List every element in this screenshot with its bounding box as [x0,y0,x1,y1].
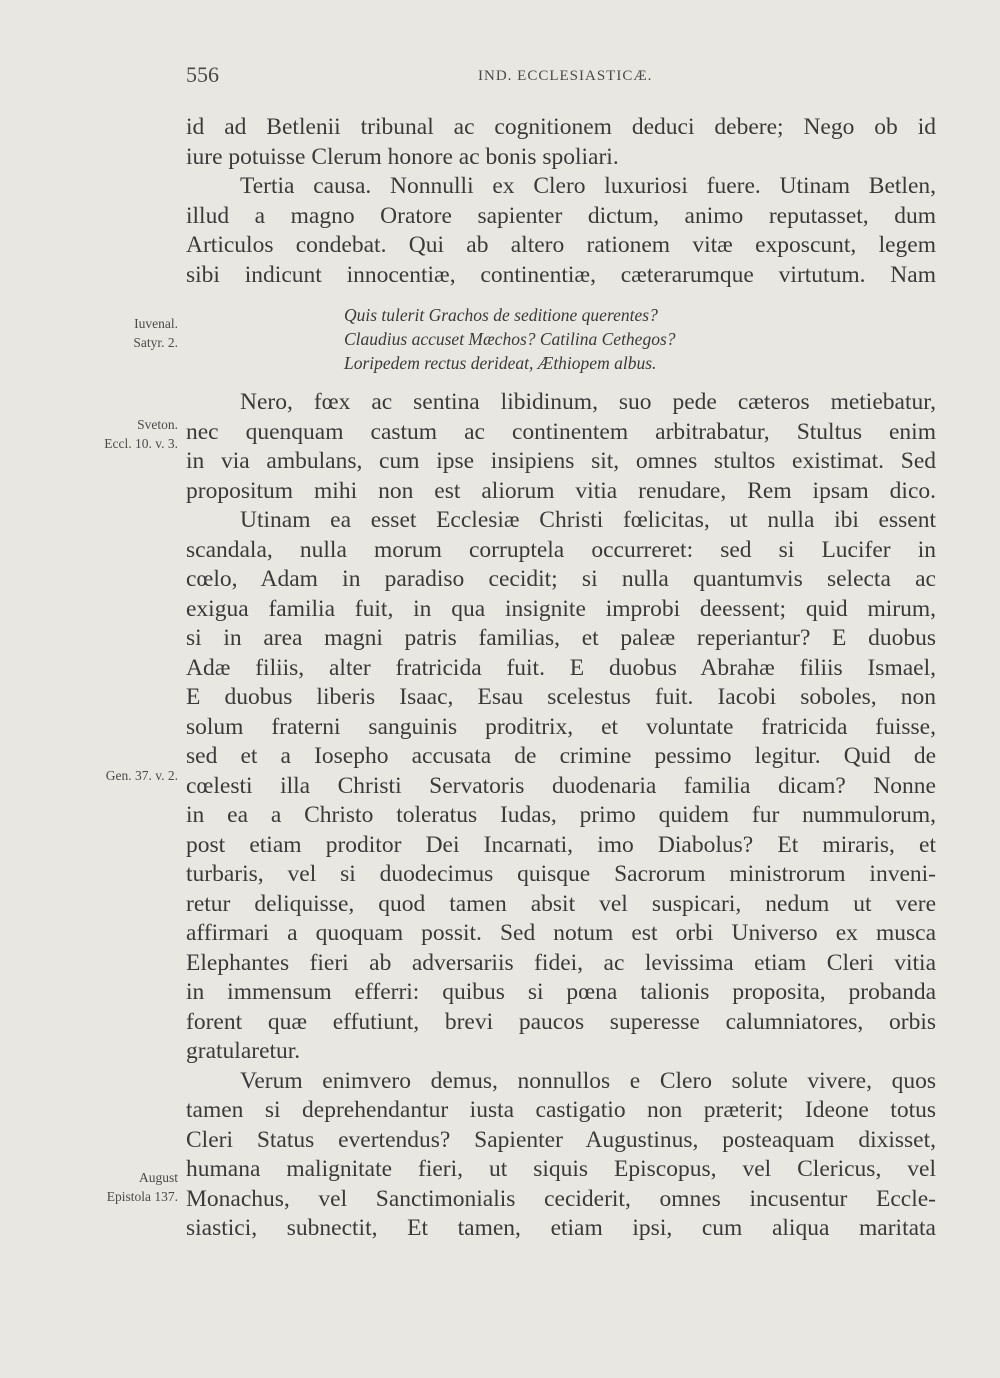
margin-note-line: Sveton. [137,417,178,432]
text-line: Verum enimvero demus, nonnullos e Clero solute vivere, quos [240,1067,936,1094]
text-line: id ad Betlenii tribunal ac cognitionem deduci debere; Nego ob id [186,114,936,140]
margin-note-sveton [104,415,178,453]
margin-note-genesis [106,766,178,785]
verse-line: Quis tulerit Grachos de seditione querentes? [344,305,658,325]
margin-note-iuvenal [133,314,178,352]
text-line: humana malignitate fieri, ut siquis Episcopus, vel Clericus, vel [186,1156,936,1182]
margin-note-line: Eccl. 10. v. 3. [104,436,178,451]
text-line: gratularetur. [186,1038,301,1064]
page-header [186,62,936,92]
text-line: affirmari a quoquam possit. Sed notum est orbi Universo ex musca [186,920,936,946]
text-line: Adæ filiis, alter fratricida fuit. E duobus Abrahæ filiis Ismael, [186,654,936,681]
text-line: in immensum efferri: quibus si pœna talionis proposita, probanda [186,979,936,1005]
margin-note-line: August [138,1170,178,1185]
text-line: Tertia causa. Nonnulli ex Clero luxuriosi fuere. Utinam Betlen, [240,173,936,199]
verse-line: Loripedem rectus derideat, Æthiopem albus. [344,353,657,373]
margin-note-august [107,1168,178,1206]
text-line: post etiam proditor Dei Incarnati, imo Diabolus? Et miraris, et [186,831,936,858]
text-line: Articulos condebat. Qui ab altero rationem vitæ exposcunt, legem [186,232,936,258]
text-line: scandala, nulla morum corruptela occurreret: sed si Lucifer in [186,536,936,563]
running-title: IND. ECCLESIASTICÆ. [478,68,653,84]
text-line: exigua familia fuit, in qua insignite improbi deessent; quid mirum, [186,595,936,622]
margin-note-line: Epistola 137. [106,1189,178,1204]
text-line: Cleri Status evertendus? Sapienter Augustinus, posteaquam dixisset, [186,1126,936,1153]
verse-line: Claudius accuset Mæchos? Catilina Cethegos? [344,329,676,349]
text-line: in via ambulans, cum ipse insipiens sit, omnes stultos existimat. Sed [186,448,936,474]
text-line: Elephantes fieri ab adversariis fidei, ac levissima etiam Cleri vitia [186,949,936,976]
text-line: nec quenquam castum ac continentem arbitrabatur, Stultus enim [186,418,936,445]
text-line: si in area magni patris familias, et paleæ reperiantur? E duobus [186,625,936,651]
text-line: cœlo, Adam in paradiso cecidit; si nulla quantumvis selecta ac [186,566,936,592]
text-line: sibi indicunt innocentiæ, continentiæ, cæterarumque virtutum. Nam [186,261,936,288]
text-line: in ea a Christo toleratus Iudas, primo quidem fur nummulorum, [186,802,936,828]
text-line: solum fraterni sanguinis proditrix, et voluntate fratricida fuisse, [186,713,936,740]
page-number: 556 [186,62,219,87]
margin-note-line: Iuvenal. [134,316,178,331]
text-line: E duobus liberis Isaac, Esau scelestus fuit. Iacobi soboles, non [186,684,936,710]
text-line: retur deliquisse, quod tamen absit vel suspicari, nedum ut vere [186,890,936,917]
text-line: Monachus, vel Sanctimonialis ceciderit, omnes incusentur Eccle- [186,1185,936,1212]
body-text [186,113,936,1244]
text-line: forent quæ effutiunt, brevi paucos superesse calumniatores, orbis [186,1008,936,1035]
text-line: tamen si deprehendantur iusta castigatio non præterit; Ideone totus [186,1097,936,1123]
margin-note-line: Gen. 37. v. 2. [105,768,178,783]
text-line: iure potuisse Clerum honore ac bonis spoliari. [186,143,619,170]
text-line: illud a magno Oratore sapienter dictum, animo reputasset, dum [186,202,936,229]
text-line: cœlesti illa Christi Servatoris duodenaria familia dicam? Nonne [186,772,936,799]
text-line: turbaris, vel si duodecimus quisque Sacrorum ministrorum inveni- [186,861,936,887]
text-line: sed et a Iosepho accusata de crimine pessimo legitur. Quid de [186,743,936,769]
text-line: propositum mihi non est aliorum vitia renudare, Rem ipsam dico. [186,477,936,504]
text-line: Utinam ea esset Ecclesiæ Christi fœlicitas, ut nulla ibi essent [240,507,936,533]
margin-note-line: Satyr. 2. [133,335,178,350]
text-line: Nero, fœx ac sentina libidinum, suo pede cæteros metiebatur, [240,389,936,415]
text-line: siastici, subnectit, Et tamen, etiam ipsi, cum aliqua maritata [186,1215,936,1241]
